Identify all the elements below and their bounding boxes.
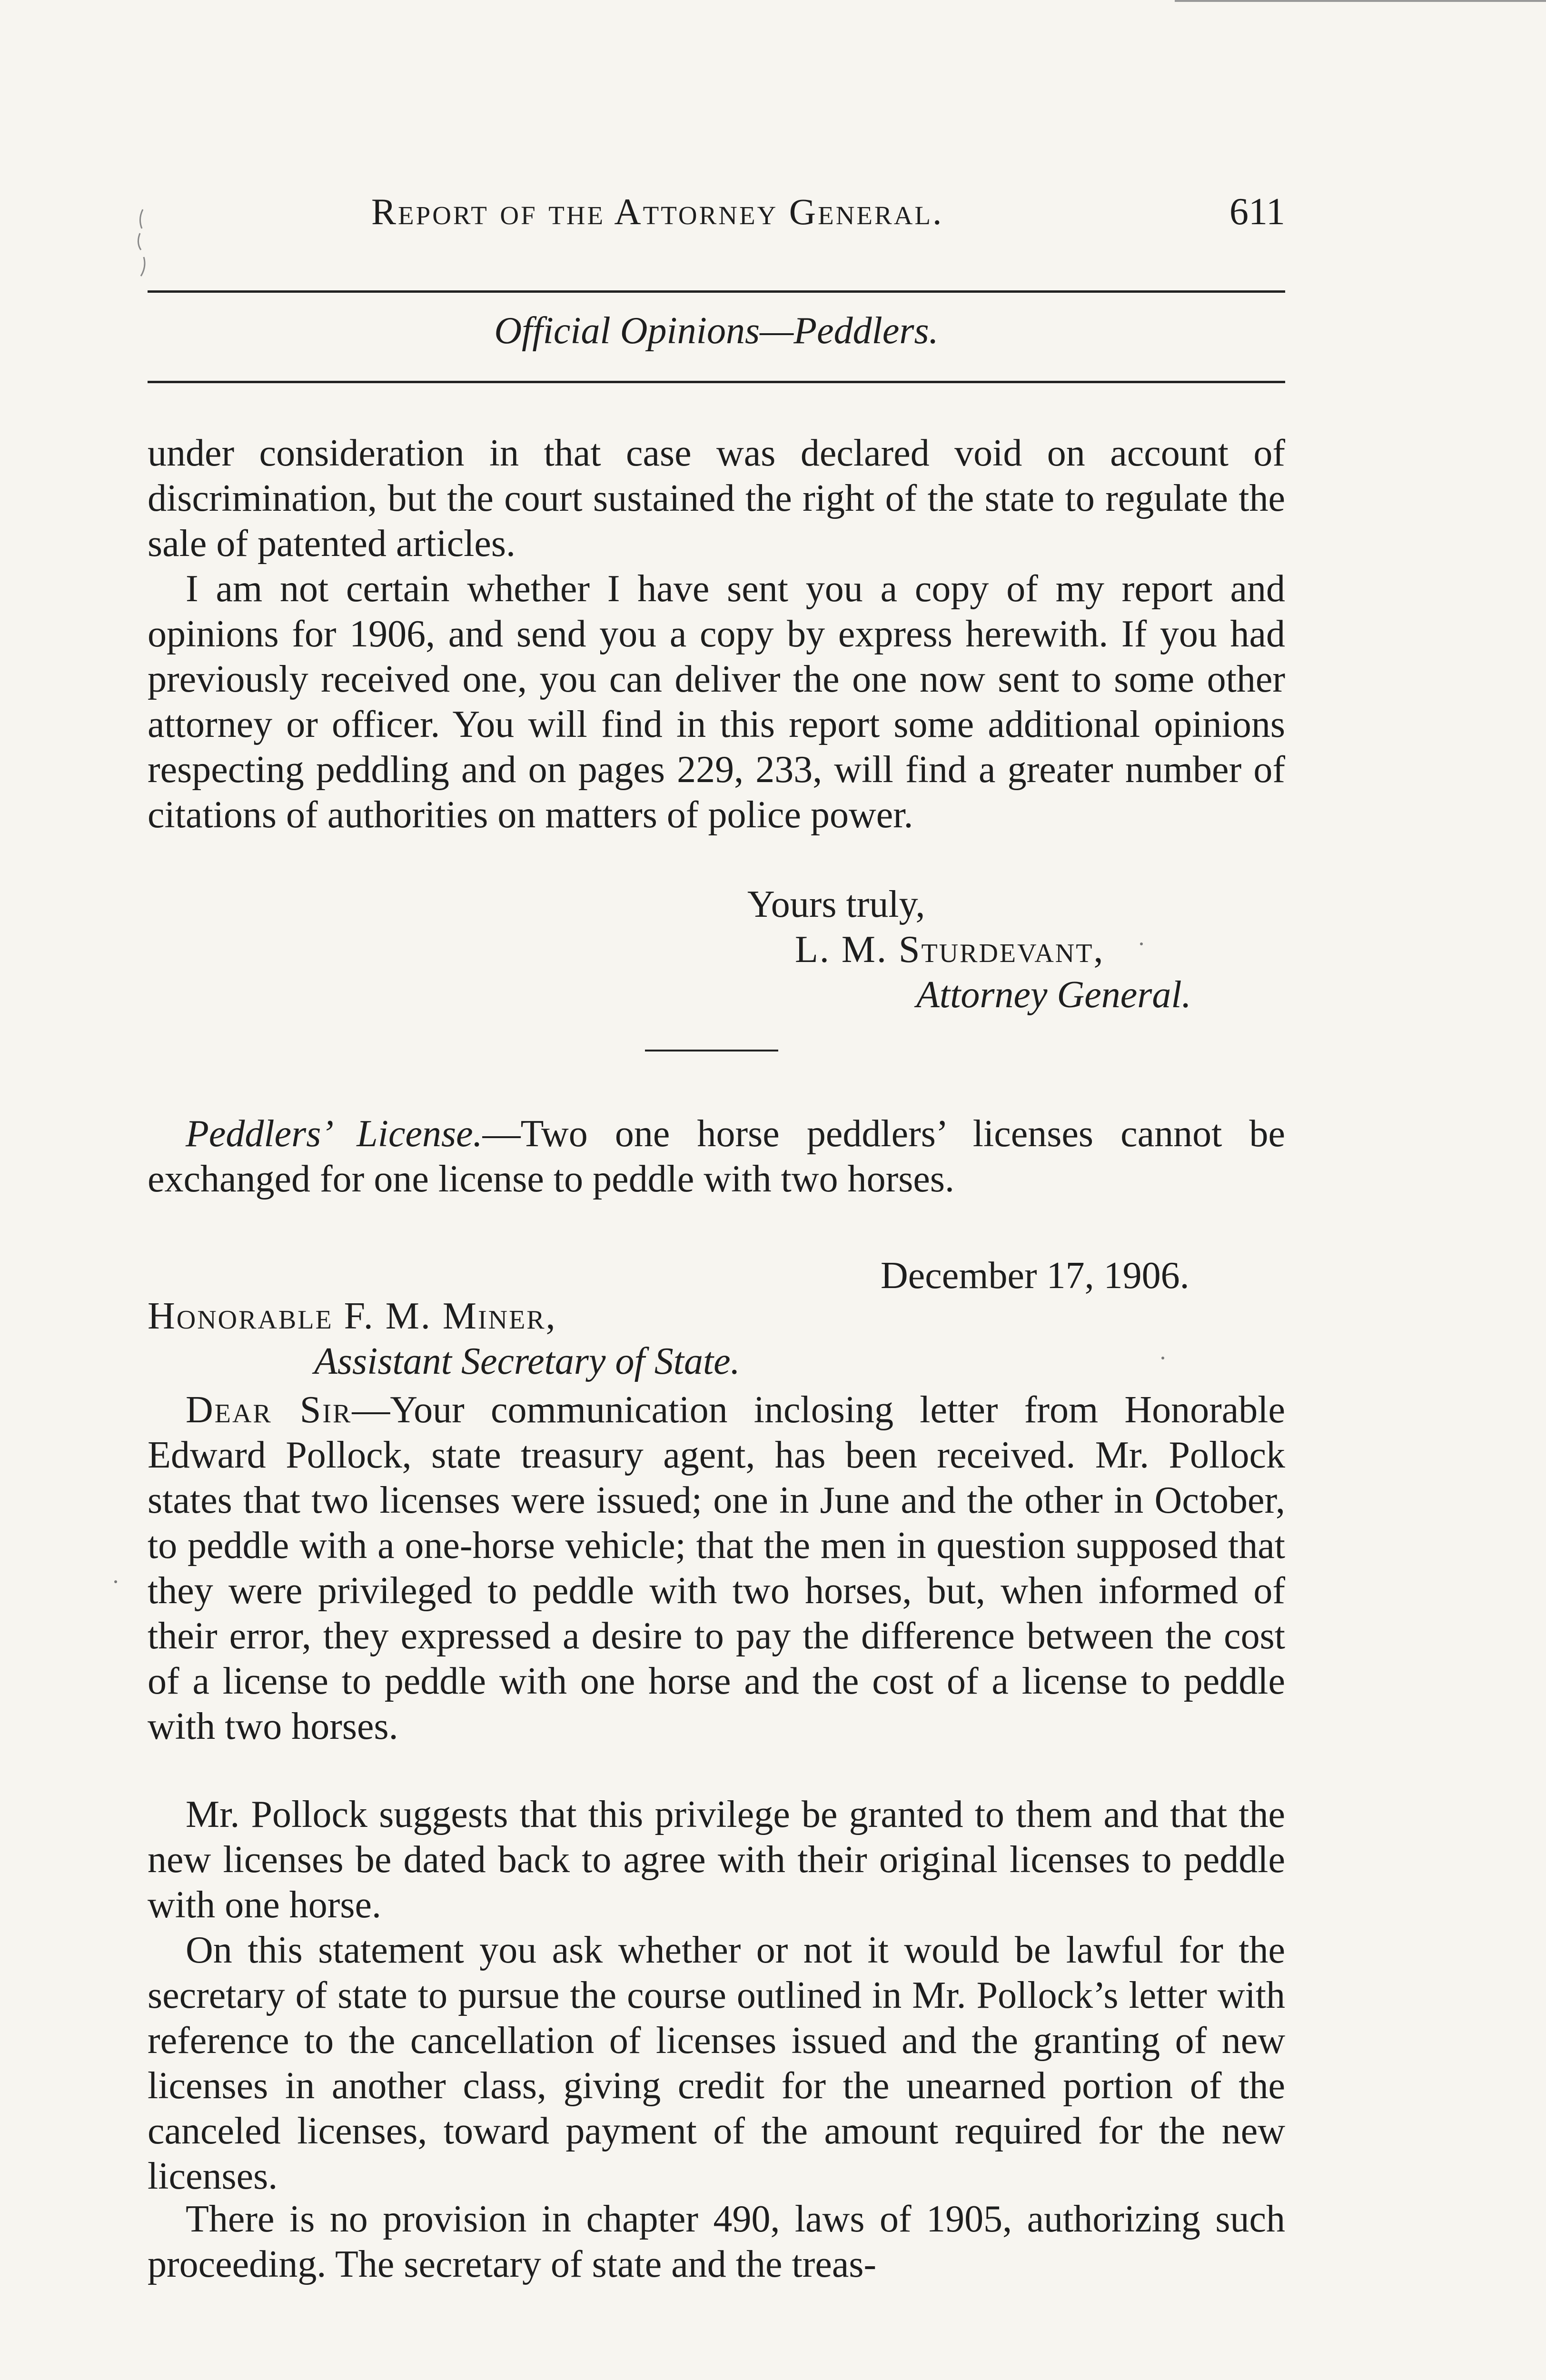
- headnote-topic: Peddlers’ License.: [186, 1113, 483, 1155]
- section-divider: [645, 1050, 778, 1051]
- header-rule-top: [148, 290, 1285, 293]
- letter-salutation: Dear Sir: [186, 1389, 352, 1431]
- headnote: [148, 1111, 1285, 1202]
- addressee-name: Honorable F. M. Miner,: [148, 1295, 557, 1337]
- report-paragraph: I am not certain whether I have sent you a copy of my report and opinions for 1906, and send you a copy by express herewith. If you had previously received one, you can deliver the one now sent to some other attorney or officer. You will find in this report some additional opinions respecting peddling and on pages 229, 233, will find a greater number of citations of authorities on matters of police power.: [148, 568, 1285, 836]
- closing-title: Attorney General.: [916, 974, 1191, 1016]
- letter-paragraph-1-text: —Your communication inclosing letter from Honorable Edward Pollock, state treasury agent, has been received. Mr. Pollock states that two licenses were issued; one in June and the other in October, to peddle with a one-horse vehicle; that the men in question supposed that they were privileged to peddle with two horses, but, when informed of their error, they expressed a desire to pay the difference between the cost of a license to peddle with one horse and the cost of a license to peddle with two horses.: [148, 1389, 1285, 1747]
- page-number: 611: [1229, 191, 1285, 233]
- letter-date: December 17, 1906.: [881, 1255, 1189, 1297]
- scan-speck: [1140, 942, 1143, 945]
- running-title: Report of the Attorney General.: [371, 191, 944, 232]
- letter-paragraph-3: On this statement you ask whether or not it would be lawful for the secretary of state to pursue the course outlined in Mr. Pollock’s letter with reference to the cancellation of licenses issued and the granting of new licenses in another class, giving credit for the unearned portion of the canceled licenses, toward payment of the amount required for the new licenses.: [148, 1929, 1285, 2197]
- headnote-text: —Two one horse peddlers’ licenses cannot be exchanged for one license to peddle with two horses.: [148, 1113, 1285, 1200]
- margin-mark: [134, 205, 149, 281]
- scan-edge-line: [1175, 0, 1546, 2]
- closing-signer: L. M. Sturdevant,: [795, 929, 1105, 971]
- addressee-title: Assistant Secretary of State.: [314, 1340, 740, 1382]
- scan-speck: [114, 1580, 117, 1583]
- closing-salutation: Yours truly,: [747, 883, 925, 925]
- letter-paragraph-1: [148, 1388, 1285, 1749]
- header-rule-bottom: [148, 381, 1285, 383]
- letter-paragraph-4: There is no provision in chapter 490, laws of 1905, authorizing such proceeding. The secretary of state and the treas-: [148, 2198, 1285, 2285]
- continuation-paragraph: under consideration in that case was declared void on account of discrimination, but the court sustained the right of the state to regulate the sale of patented articles.: [148, 432, 1285, 565]
- scan-speck: [1161, 1357, 1164, 1359]
- running-head: [148, 190, 1285, 238]
- letter-paragraph-2: Mr. Pollock suggests that this privilege be granted to them and that the new licenses be dated back to agree with their original licenses to peddle with one horse.: [148, 1794, 1285, 1926]
- section-heading: Official Opinions—Peddlers.: [494, 310, 939, 352]
